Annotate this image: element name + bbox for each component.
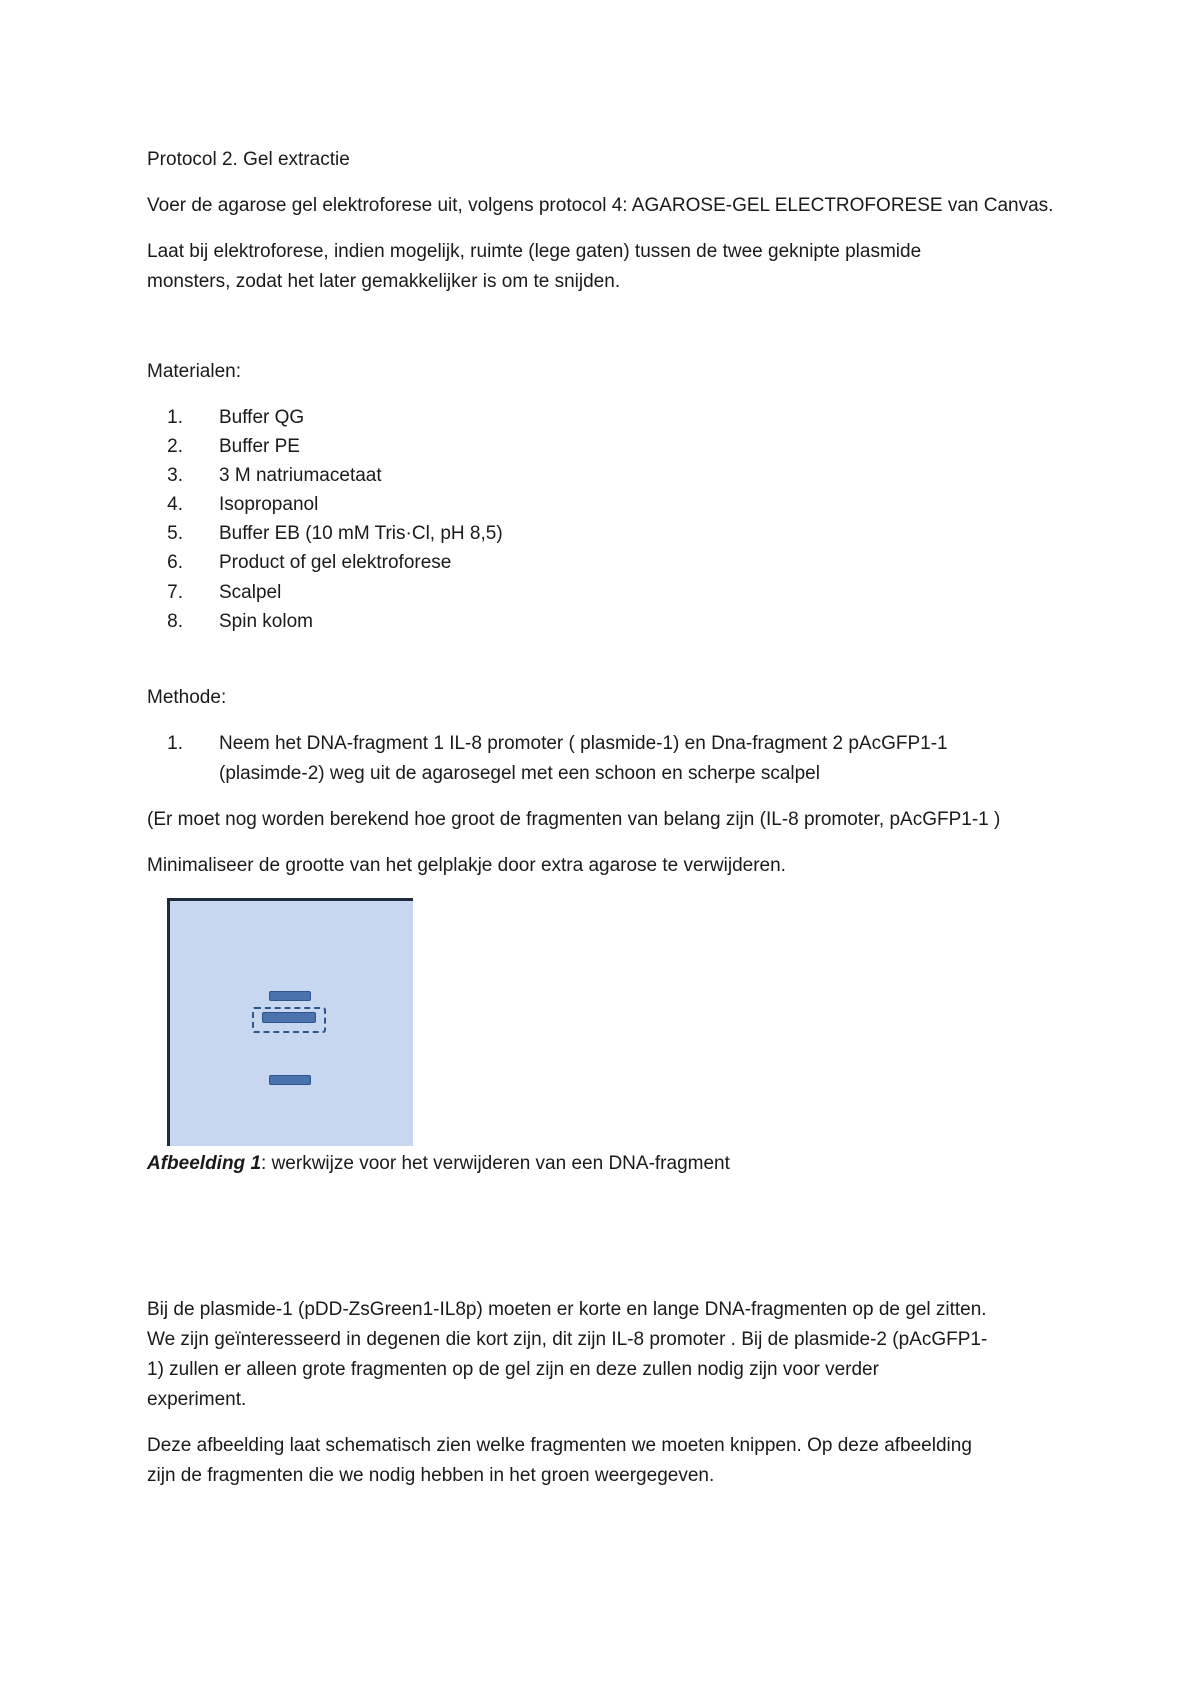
intro-line-1: Voer de agarose gel elektroforese uit, volgens protocol 4: AGAROSE-GEL ELECTROFORESE van Canvas. [147, 195, 1054, 216]
materials-heading: Materialen: [147, 361, 241, 382]
paragraph-2-line-1: Deze afbeelding laat schematisch zien welke fragmenten we moeten knippen. Op deze afbeelding [147, 1435, 972, 1456]
paragraph-2-line-2: zijn de fragmenten die we nodig hebben in het groen weergegeven. [147, 1465, 715, 1486]
paragraph-1-line-1: Bij de plasmide-1 (pDD-ZsGreen1-IL8p) moeten er korte en lange DNA-fragmenten op de gel zitten. [147, 1299, 987, 1320]
dna-band-upper [269, 991, 311, 1001]
method-minimize: Minimaliseer de grootte van het gelplakje door extra agarose te verwijderen. [147, 855, 786, 876]
method-note: (Er moet nog worden berekend hoe groot de fragmenten van belang zijn (IL-8 promoter, pAcGFP1-1 ) [147, 809, 1001, 830]
list-item: 2. Buffer PE [167, 436, 300, 457]
list-item: 6. Product of gel elektroforese [167, 552, 452, 573]
intro-line-3: monsters, zodat het later gemakkelijker is om te snijden. [147, 271, 621, 292]
figure-caption: Afbeelding 1: werkwijze voor het verwijderen van een DNA-fragment [147, 1153, 730, 1174]
list-item: 3. 3 M natriumacetaat [167, 465, 382, 486]
list-item: 8. Spin kolom [167, 611, 313, 632]
page-title: Protocol 2. Gel extractie [147, 149, 350, 170]
paragraph-1-line-2: We zijn geïnteresseerd in degenen die kort zijn, dit zijn IL-8 promoter . Bij de plasmide-2 (pAcGFP1- [147, 1329, 988, 1350]
paragraph-1-line-4: experiment. [147, 1389, 247, 1410]
dna-band-cut [262, 1012, 316, 1023]
paragraph-1-line-3: 1) zullen er alleen grote fragmenten op de gel zijn en deze zullen nodig zijn voor verder [147, 1359, 879, 1380]
intro-line-2: Laat bij elektroforese, indien mogelijk, ruimte (lege gaten) tussen de twee geknipte plasmide [147, 241, 922, 262]
dna-band-lower [269, 1075, 311, 1085]
list-item: 1. Buffer QG [167, 407, 305, 428]
list-item: 7. Scalpel [167, 582, 282, 603]
method-heading: Methode: [147, 687, 227, 708]
method-step-1-continued: (plasimde-2) weg uit de agarosegel met een schoon en scherpe scalpel [219, 763, 820, 784]
method-step-1: 1. Neem het DNA-fragment 1 IL-8 promoter ( plasmide-1) en Dna-fragment 2 pAcGFP1-1 [167, 733, 948, 754]
list-item: 4. Isopropanol [167, 494, 319, 515]
gel-figure [167, 898, 413, 1146]
list-item: 5. Buffer EB (10 mM Tris·Cl, pH 8,5) [167, 523, 503, 544]
